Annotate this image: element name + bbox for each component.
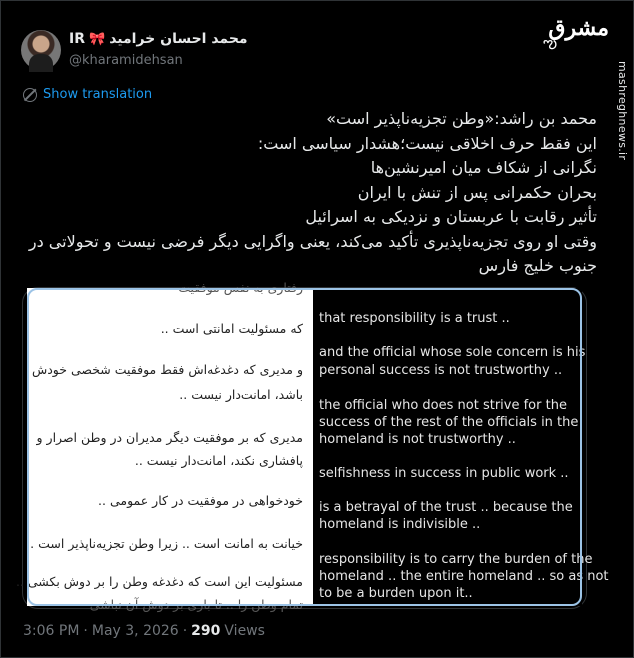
- brand-swirl-icon: ఌ: [543, 33, 558, 52]
- tweet-media[interactable]: [15, 280, 609, 612]
- author-name-row[interactable]: [69, 31, 248, 47]
- media-english-column: [313, 288, 609, 606]
- tweet-line: وقتی او روی تجزیه‌ناپذیری تأکید می‌کند، یعنی واگرایی دیگر فرضی نیست و تحولاتی در: [28, 231, 597, 251]
- brand-watermark: [541, 13, 611, 53]
- tweet-line: این فقط حرف اخلاقی نیست؛هشدار سیاسی است:: [257, 133, 597, 153]
- brand-logo: مشرق: [548, 15, 609, 41]
- media-fa-line: خودخواهی در موفقیت در کار عمومی ..: [98, 493, 303, 508]
- media-en-line: to be a burden upon it..: [319, 586, 473, 601]
- tweet-line: بحران حکمرانی پس از تنش با ایران: [357, 182, 597, 202]
- media-fa-line: رفتاری به نفس موفقیت: [178, 280, 303, 295]
- media-en-line: personal success is not trustworthy ..: [319, 363, 563, 378]
- author-prefix: IR: [69, 31, 85, 47]
- views-label: Views: [224, 623, 265, 639]
- media-fa-line: مسئولیت این است که دغدغه وطن را بر دوش بکشی ..: [15, 574, 303, 589]
- media-en-line: homeland is indivisible ..: [319, 517, 481, 532]
- media-en-line: homeland is not trustworthy ..: [319, 432, 516, 447]
- tweet-line: تأثیر رقابت با عربستان و نزدیکی به اسرائیل: [305, 207, 597, 226]
- author-handle[interactable]: @kharamidehsan: [69, 53, 183, 68]
- media-fa-line: که مسئولیت امانتی است ..: [160, 321, 303, 336]
- tweet-meta: [23, 623, 265, 639]
- media-en-line: responsibility is to carry the burden of the: [319, 552, 593, 567]
- views-count: 290: [191, 623, 221, 639]
- media-fa-line: باشد، امانت‌دار نیست ..: [179, 387, 303, 402]
- media-fa-line: مدیری که بر موفقیت دیگر مدیران در وطن اصرار و: [36, 430, 303, 445]
- meta-separator: ·: [83, 623, 88, 639]
- media-en-line: and the official whose sole concern is his: [319, 345, 586, 360]
- media-en-line: success of the rest of the officials in the: [319, 415, 579, 430]
- media-en-line: is a betrayal of the trust .. because the: [319, 500, 573, 515]
- tweet-date[interactable]: May 3, 2026: [91, 623, 179, 639]
- media-fa-line: و مدیری که دغدغه‌اش فقط موفقیت شخصی خودش: [31, 362, 303, 377]
- media-fa-line: پافشاری نکند، امانت‌دار نیست ..: [134, 453, 303, 468]
- brand-side-url: mashreghnews.ir: [616, 61, 629, 161]
- tweet-line: محمد بن راشد:«وطن تجزیه‌ناپذیر است»: [326, 109, 597, 128]
- translate-icon: [23, 88, 37, 102]
- show-translation-label: Show translation: [43, 87, 153, 102]
- media-en-line: the official who does not strive for the: [319, 398, 567, 413]
- media-en-line: that responsibility is a trust ..: [319, 311, 510, 326]
- ribbon-icon: 🎀: [89, 31, 106, 47]
- tweet-time[interactable]: 3:06 PM: [23, 623, 80, 639]
- tweet-line: نگرانی از شکاف میان امیرنشین‌ها: [370, 158, 597, 177]
- media-persian-column: [15, 280, 313, 612]
- tweet-text: [28, 107, 597, 279]
- media-fa-line: خیانت به امانت است .. زیرا وطن تجزیه‌ناپذیر است ..: [26, 536, 303, 551]
- show-translation-link[interactable]: [23, 87, 152, 102]
- media-fa-line: تمام وطن را .. تا باری بر دوش آن نباشی: [89, 597, 303, 612]
- avatar[interactable]: [21, 30, 61, 70]
- media-en-line: homeland .. the entire homeland .. so as not: [319, 569, 609, 584]
- author-name[interactable]: محمد احسان خرامید: [109, 31, 248, 47]
- media-en-line: selfishness in success in public work ..: [319, 466, 569, 481]
- tweet-line: جنوب خلیج فارس: [478, 256, 597, 275]
- media-image: [15, 280, 609, 612]
- meta-separator: ·: [182, 623, 188, 639]
